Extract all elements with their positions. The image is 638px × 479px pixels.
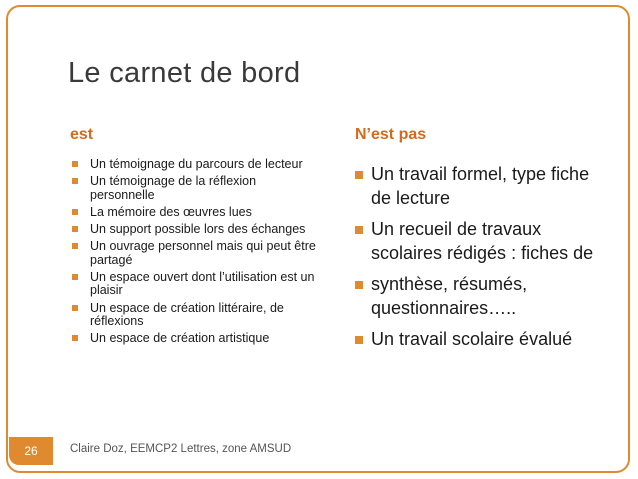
list-item	[355, 328, 605, 352]
list-item-text: Un témoignage de la réflexion personnelle	[90, 174, 257, 202]
bullet-icon	[355, 226, 363, 234]
list-item	[355, 273, 605, 320]
list-item-text: Un espace de création artistique	[90, 331, 270, 346]
bullet-icon	[355, 336, 363, 344]
slide-title: Le carnet de bord	[68, 57, 301, 89]
list-item-text: Un recueil de travaux scolaires rédigés : fiches de	[371, 219, 594, 263]
list-item-text: synthèse, résumés, questionnaires…..	[371, 274, 528, 318]
bullet-icon	[355, 281, 363, 289]
bullet-icon	[72, 161, 78, 167]
list-item	[72, 302, 322, 329]
list-item	[72, 175, 322, 202]
list-item-text: Un espace ouvert dont l’utilisation est un plaisir	[90, 270, 315, 298]
slide-footer: Claire Doz, EEMCP2 Lettres, zone AMSUD	[70, 443, 292, 455]
bullet-icon	[72, 226, 78, 232]
list-item-text: Un ouvrage personnel mais qui peut être partagé	[90, 239, 316, 267]
list-item	[72, 223, 322, 236]
list-item	[355, 163, 605, 210]
bullet-icon	[72, 209, 78, 215]
bullet-icon	[355, 171, 363, 179]
bullet-icon	[72, 178, 78, 184]
left-column-heading: est	[70, 126, 94, 143]
bullet-icon	[72, 274, 78, 280]
list-item-text: Un espace de création littéraire, de réflexions	[90, 300, 284, 328]
bullet-icon	[72, 305, 78, 311]
list-item-text: Un travail scolaire évalué	[371, 329, 573, 349]
list-item	[72, 271, 322, 298]
slide-number: 26	[9, 437, 53, 465]
list-item-text: Un travail formel, type fiche de lecture	[371, 164, 590, 208]
list-item-text: Un support possible lors des échanges	[90, 222, 306, 237]
right-column-heading: N’est pas	[355, 126, 427, 143]
list-item	[72, 206, 322, 219]
list-item-text: La mémoire des œuvres lues	[90, 204, 252, 219]
list-item	[72, 332, 322, 345]
list-item	[355, 218, 605, 265]
right-bullet-list	[355, 163, 605, 360]
list-item	[72, 158, 322, 171]
left-bullet-list	[72, 158, 322, 350]
list-item	[72, 240, 322, 267]
bullet-icon	[72, 335, 78, 341]
list-item-text: Un témoignage du parcours de lecteur	[90, 157, 303, 171]
bullet-icon	[72, 243, 78, 249]
